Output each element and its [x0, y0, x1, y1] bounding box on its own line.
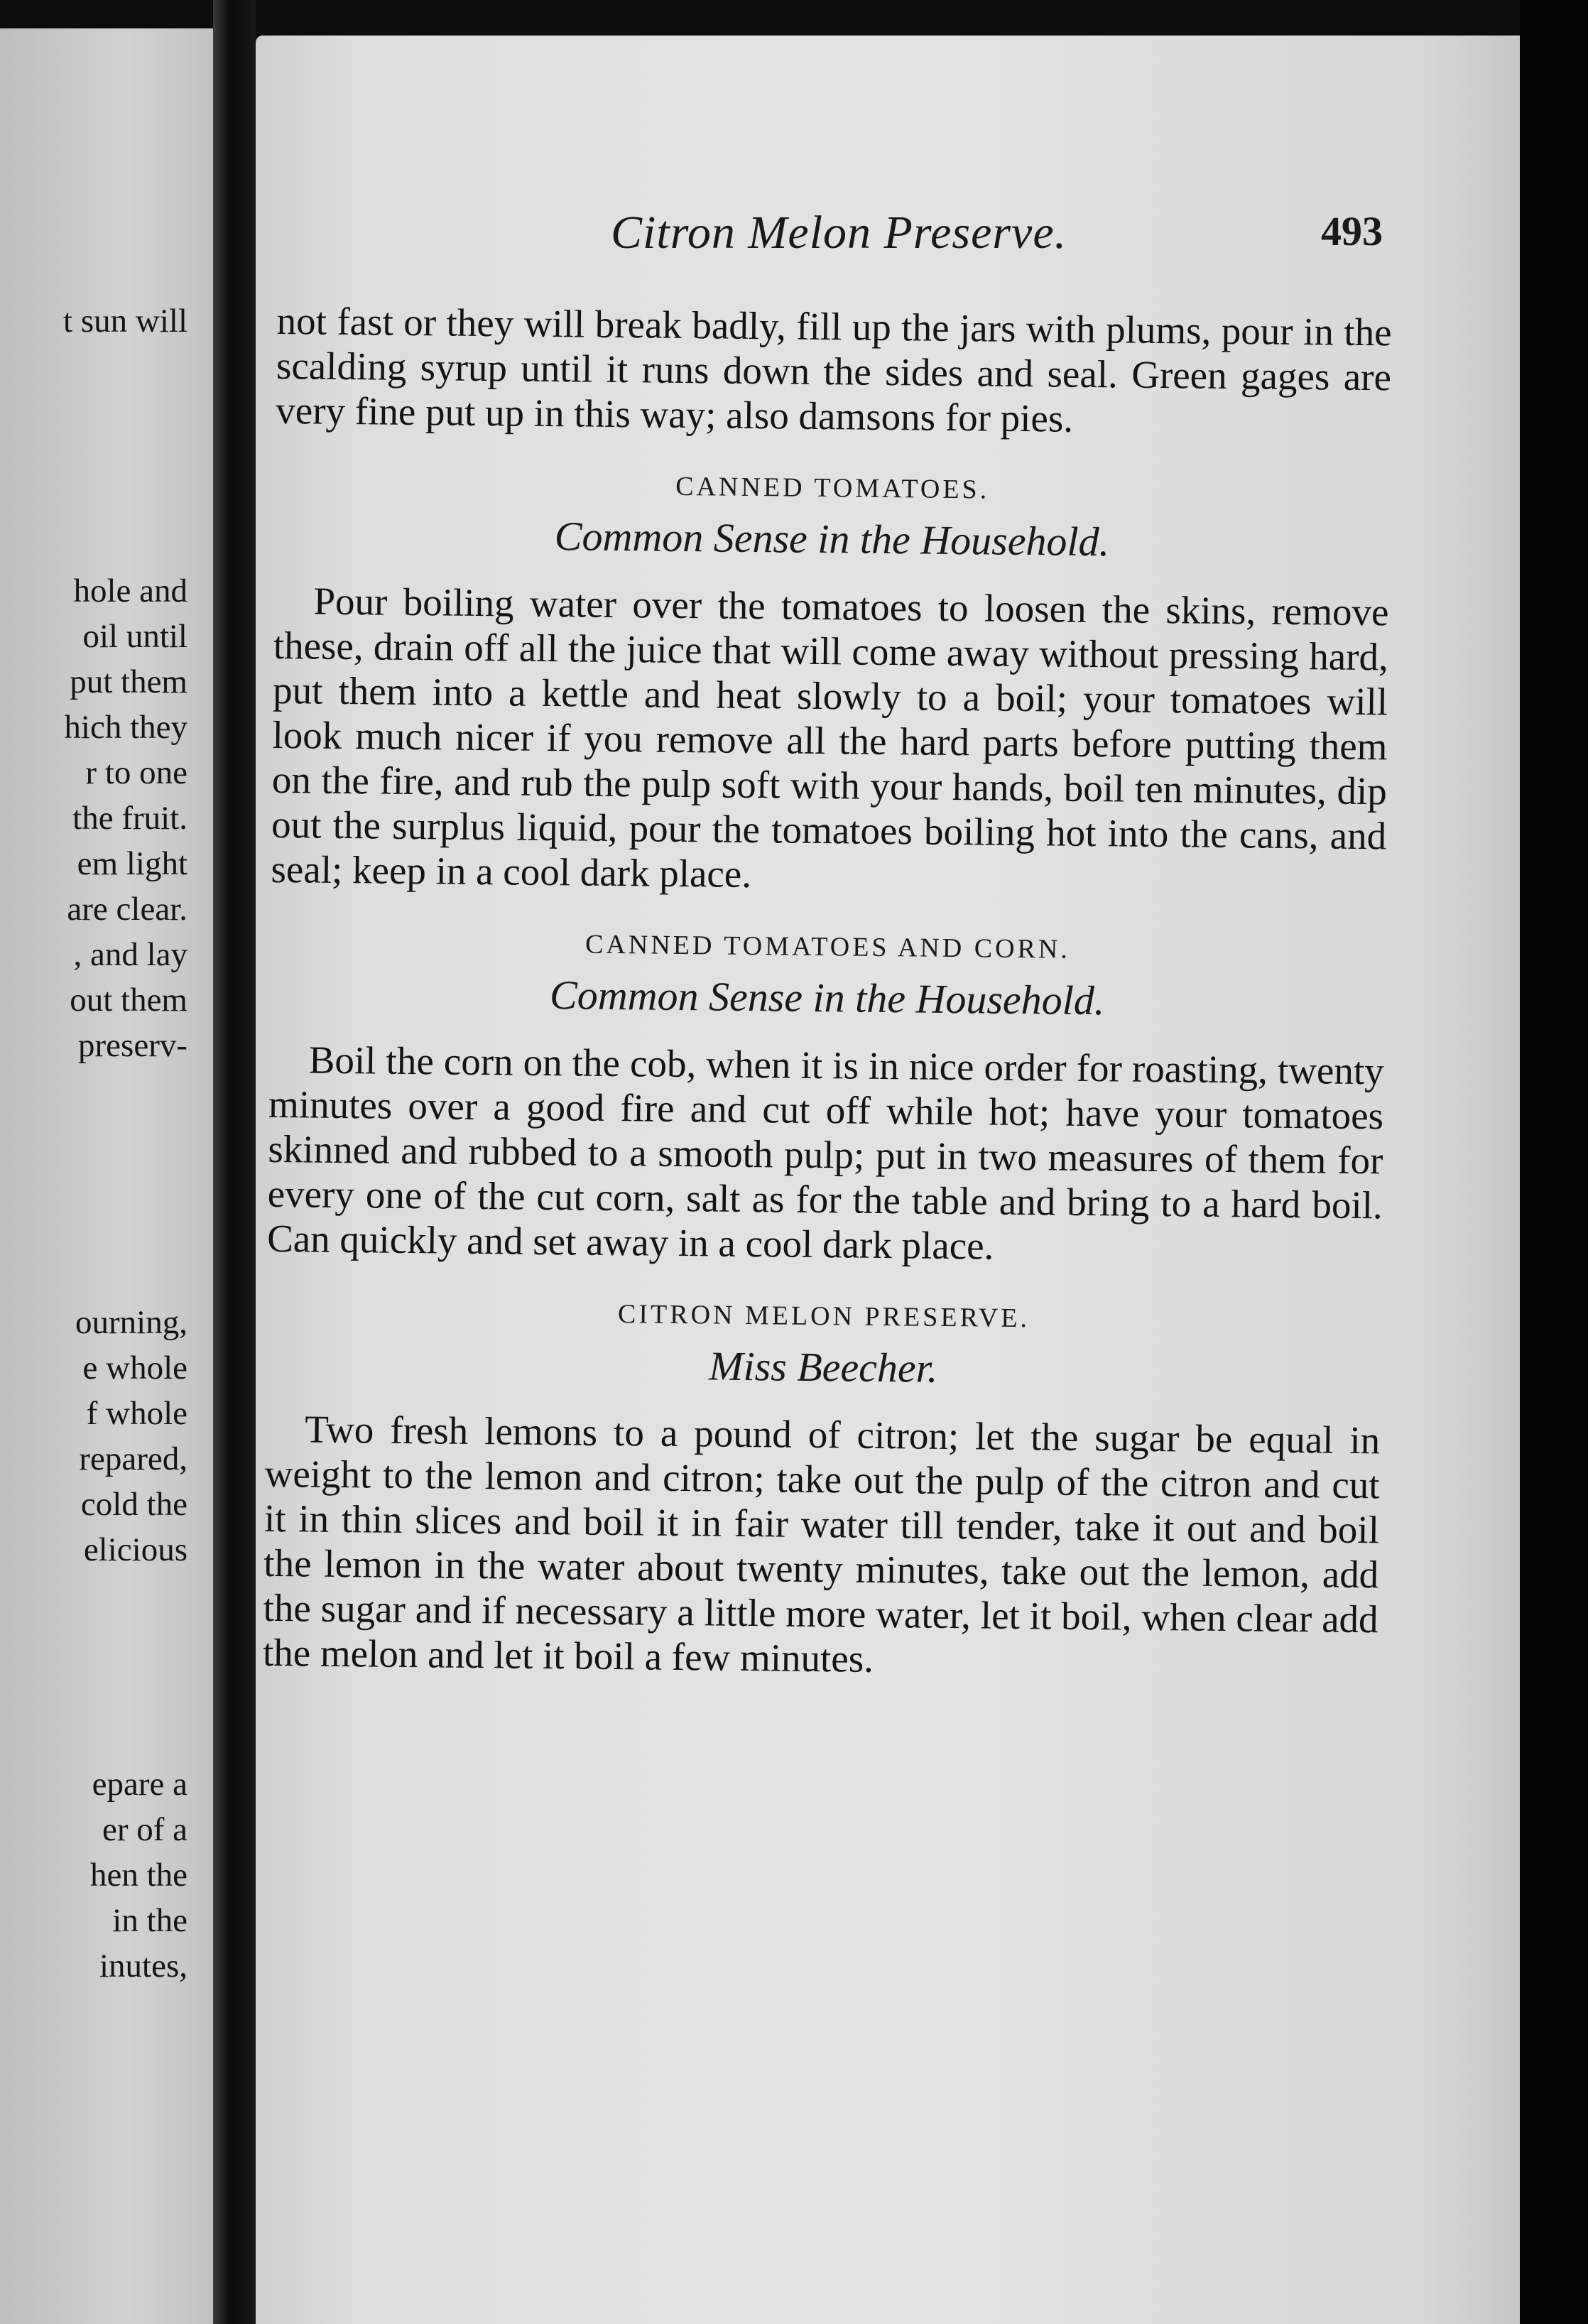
page-body [263, 298, 1392, 1686]
left-text-fragment: put them [70, 663, 187, 700]
book-spine-gutter [213, 0, 256, 2324]
left-text-fragment: inutes, [99, 1948, 187, 1984]
left-text-fragment: em light [77, 845, 187, 882]
left-text-fragment: epare a [92, 1766, 187, 1803]
scan-border [1520, 0, 1588, 2324]
left-text-fragment: cold the [80, 1486, 187, 1523]
recipe-paragraph: Boil the corn on the cob, when it is in nice order for roasting, twenty minutes over a good fire and cut off while hot; have your tomatoes skinned and rubbed to a smooth pulp; put in two measures of them for every one of the cut corn, salt as for the table and bring to a hard boil. Can quickly and set away in a cool dark place. [266, 1038, 1385, 1268]
left-text-fragment: are clear. [67, 891, 187, 928]
left-text-fragment: hen the [89, 1857, 187, 1894]
left-text-fragment: repared, [79, 1440, 187, 1477]
left-text-fragment: , and lay [73, 936, 187, 973]
running-title: Citron Melon Preserve. [611, 207, 1067, 259]
previous-page-fragment [0, 28, 213, 2324]
page-number: 493 [1321, 208, 1383, 254]
left-text-fragment: t sun will [63, 303, 187, 340]
left-text-fragment: hich they [64, 709, 187, 746]
section-title: CITRON MELON PRESERVE. [617, 1299, 1030, 1334]
left-text-fragment: oil until [82, 618, 187, 655]
section-source: Common Sense in the Household. [549, 972, 1105, 1024]
left-text-fragment: er of a [102, 1811, 187, 1848]
left-text-fragment: r to one [85, 754, 187, 791]
running-header [256, 206, 1520, 291]
left-text-fragment: preserv- [78, 1027, 187, 1064]
recipe-paragraph: Pour boiling water over the tomatoes to loosen the skins, remove these, drain off all the juice that will come away without pressing hard, put them into a kettle and heat slowly to a boil; your tomatoes will look much nicer if you remove all the hard parts before putting them on the fire, and rub the pulp soft with your hands, boil ten minutes, dip out the surplus liquid, pour the tomatoes boiling hot into the cans, and seal; keep in a cool dark place. [271, 579, 1389, 896]
section-title: CANNED TOMATOES AND CORN. [584, 929, 1071, 965]
left-text-fragment: out them [70, 982, 187, 1019]
left-text-fragment: ourning, [75, 1304, 187, 1341]
section-title: CANNED TOMATOES. [675, 471, 990, 505]
section-source: Miss Beecher. [708, 1342, 938, 1391]
book-page [256, 36, 1520, 2324]
left-text-fragment: e whole [82, 1350, 187, 1386]
left-text-fragment: f whole [86, 1395, 187, 1432]
recipe-paragraph: Two fresh lemons to a pound of citron; let the sugar be equal in weight to the lemon and citron; take out the pulp of the citron and cut it in thin slices and boil it in fair water till tender, take it out and boil the lemon in the water about twenty minutes, take out the lemon, add the sugar and if necessary a little more water, let it boil, when clear add the melon and let it boil a few minutes. [262, 1407, 1381, 1680]
left-text-fragment: hole and [73, 572, 187, 609]
continuation-paragraph: not fast or they will break badly, fill up the jars with plums, pour in the scalding syrup until it runs down the sides and seal. Green gages are very fine put up in this way; also damsons for pies. [276, 298, 1392, 440]
left-text-fragment: elicious [83, 1531, 187, 1568]
left-text-fragment: in the [112, 1902, 187, 1939]
left-text-fragment: the fruit. [72, 800, 187, 837]
section-source: Common Sense in the Household. [554, 513, 1110, 565]
